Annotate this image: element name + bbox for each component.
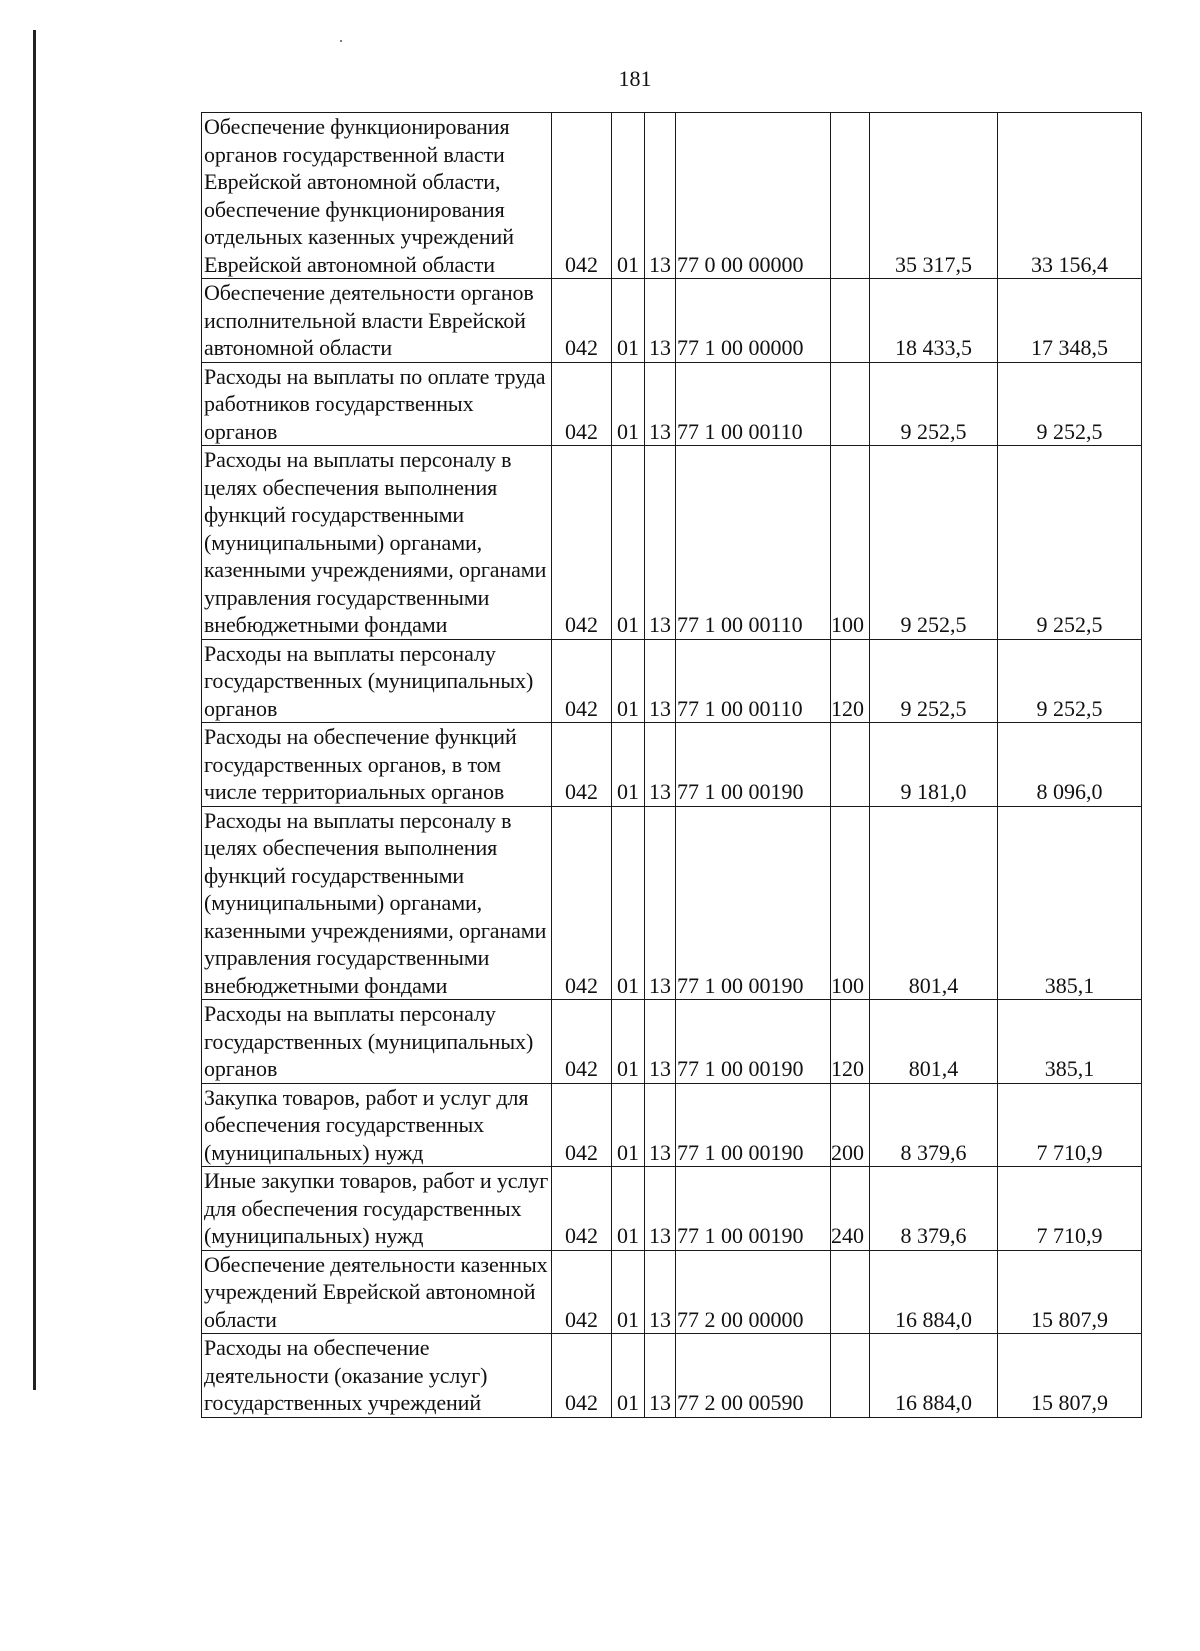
row-sum-1: 9 252,5 (870, 446, 998, 640)
row-ministry-code: 042 (552, 446, 612, 640)
table-row (202, 113, 1142, 279)
row-section-code: 01 (612, 1000, 645, 1084)
table-row (202, 1334, 1142, 1418)
row-target-code: 77 1 00 00190 (676, 1083, 831, 1167)
row-section-code: 01 (612, 806, 645, 1000)
row-target-code: 77 0 00 00000 (676, 113, 831, 279)
table-row (202, 446, 1142, 640)
row-ministry-code: 042 (552, 806, 612, 1000)
row-ministry-code: 042 (552, 1250, 612, 1334)
table-row (202, 1250, 1142, 1334)
table-row (202, 362, 1142, 446)
row-sum-1: 35 317,5 (870, 113, 998, 279)
row-section-code: 01 (612, 639, 645, 723)
row-target-code: 77 1 00 00190 (676, 1167, 831, 1251)
row-sum-2: 385,1 (998, 1000, 1142, 1084)
row-ministry-code: 042 (552, 1334, 612, 1418)
row-expense-type-code: 100 (831, 446, 870, 640)
row-name: Обеспечение деятельности казенных учреждений Еврейской автономной области (202, 1250, 552, 1334)
row-expense-type-code: 120 (831, 1000, 870, 1084)
scan-speck (340, 40, 342, 42)
row-name: Обеспечение функционирования органов государственной власти Еврейской автономной области, обеспечение функционирования отдельных казенных учреждений Еврейской автономной области (202, 113, 552, 279)
row-target-code: 77 2 00 00590 (676, 1334, 831, 1418)
row-name: Обеспечение деятельности органов исполнительной власти Еврейской автономной области (202, 279, 552, 363)
row-sum-1: 9 252,5 (870, 639, 998, 723)
row-expense-type-code (831, 1250, 870, 1334)
row-section-code: 01 (612, 446, 645, 640)
budget-table (201, 112, 1142, 1418)
row-section-code: 01 (612, 1167, 645, 1251)
row-section-code: 01 (612, 279, 645, 363)
row-target-code: 77 1 00 00110 (676, 639, 831, 723)
row-target-code: 77 1 00 00190 (676, 1000, 831, 1084)
row-sum-2: 15 807,9 (998, 1334, 1142, 1418)
row-ministry-code: 042 (552, 723, 612, 807)
row-subsection-code: 13 (645, 446, 676, 640)
row-sum-2: 9 252,5 (998, 639, 1142, 723)
row-subsection-code: 13 (645, 806, 676, 1000)
row-sum-2: 7 710,9 (998, 1167, 1142, 1251)
row-sum-1: 18 433,5 (870, 279, 998, 363)
table-row (202, 806, 1142, 1000)
row-subsection-code: 13 (645, 639, 676, 723)
row-sum-1: 801,4 (870, 1000, 998, 1084)
row-section-code: 01 (612, 1250, 645, 1334)
row-name: Расходы на обеспечение деятельности (оказание услуг) государственных учреждений (202, 1334, 552, 1418)
row-section-code: 01 (612, 1083, 645, 1167)
row-expense-type-code (831, 1334, 870, 1418)
row-ministry-code: 042 (552, 1083, 612, 1167)
table-row (202, 723, 1142, 807)
row-sum-2: 17 348,5 (998, 279, 1142, 363)
row-target-code: 77 1 00 00110 (676, 362, 831, 446)
row-section-code: 01 (612, 113, 645, 279)
table-row (202, 1167, 1142, 1251)
row-sum-1: 9 181,0 (870, 723, 998, 807)
row-target-code: 77 1 00 00110 (676, 446, 831, 640)
row-section-code: 01 (612, 1334, 645, 1418)
table-row (202, 639, 1142, 723)
row-name: Иные закупки товаров, работ и услуг для обеспечения государственных (муниципальных) нужд (202, 1167, 552, 1251)
row-target-code: 77 1 00 00190 (676, 723, 831, 807)
table-row (202, 1083, 1142, 1167)
row-subsection-code: 13 (645, 1000, 676, 1084)
row-ministry-code: 042 (552, 113, 612, 279)
row-expense-type-code: 240 (831, 1167, 870, 1251)
row-subsection-code: 13 (645, 723, 676, 807)
row-subsection-code: 13 (645, 362, 676, 446)
row-name: Расходы на выплаты персоналу в целях обеспечения выполнения функций государственными (муниципальными) органами, казенными учреждениями, органами управления государственными внебюджетными фондами (202, 806, 552, 1000)
row-sum-2: 33 156,4 (998, 113, 1142, 279)
budget-table-body (202, 113, 1142, 1418)
row-expense-type-code (831, 113, 870, 279)
row-name: Закупка товаров, работ и услуг для обеспечения государственных (муниципальных) нужд (202, 1083, 552, 1167)
row-expense-type-code: 120 (831, 639, 870, 723)
row-name: Расходы на выплаты персоналу в целях обеспечения выполнения функций государственными (муниципальными) органами, казенными учреждениями, органами управления государственными внебюджетными фондами (202, 446, 552, 640)
row-sum-1: 16 884,0 (870, 1334, 998, 1418)
row-sum-1: 16 884,0 (870, 1250, 998, 1334)
row-name: Расходы на выплаты по оплате труда работников государственных органов (202, 362, 552, 446)
row-sum-2: 9 252,5 (998, 362, 1142, 446)
row-subsection-code: 13 (645, 113, 676, 279)
row-sum-1: 8 379,6 (870, 1167, 998, 1251)
row-target-code: 77 1 00 00190 (676, 806, 831, 1000)
table-row (202, 1000, 1142, 1084)
row-sum-2: 385,1 (998, 806, 1142, 1000)
row-ministry-code: 042 (552, 639, 612, 723)
page-number: 181 (618, 66, 652, 91)
row-expense-type-code (831, 279, 870, 363)
row-section-code: 01 (612, 362, 645, 446)
row-subsection-code: 13 (645, 1167, 676, 1251)
row-section-code: 01 (612, 723, 645, 807)
scan-margin-line (33, 30, 36, 1390)
row-expense-type-code (831, 362, 870, 446)
row-sum-2: 15 807,9 (998, 1250, 1142, 1334)
row-sum-1: 9 252,5 (870, 362, 998, 446)
row-sum-1: 8 379,6 (870, 1083, 998, 1167)
row-expense-type-code: 200 (831, 1083, 870, 1167)
row-subsection-code: 13 (645, 1083, 676, 1167)
row-subsection-code: 13 (645, 279, 676, 363)
row-sum-2: 8 096,0 (998, 723, 1142, 807)
row-expense-type-code: 100 (831, 806, 870, 1000)
row-sum-1: 801,4 (870, 806, 998, 1000)
row-name: Расходы на обеспечение функций государственных органов, в том числе территориальных органов (202, 723, 552, 807)
row-sum-2: 9 252,5 (998, 446, 1142, 640)
row-expense-type-code (831, 723, 870, 807)
row-target-code: 77 1 00 00000 (676, 279, 831, 363)
row-ministry-code: 042 (552, 362, 612, 446)
row-ministry-code: 042 (552, 1000, 612, 1084)
row-target-code: 77 2 00 00000 (676, 1250, 831, 1334)
row-name: Расходы на выплаты персоналу государственных (муниципальных) органов (202, 1000, 552, 1084)
row-sum-2: 7 710,9 (998, 1083, 1142, 1167)
row-subsection-code: 13 (645, 1334, 676, 1418)
row-ministry-code: 042 (552, 279, 612, 363)
table-row (202, 279, 1142, 363)
row-subsection-code: 13 (645, 1250, 676, 1334)
row-name: Расходы на выплаты персоналу государственных (муниципальных) органов (202, 639, 552, 723)
row-ministry-code: 042 (552, 1167, 612, 1251)
